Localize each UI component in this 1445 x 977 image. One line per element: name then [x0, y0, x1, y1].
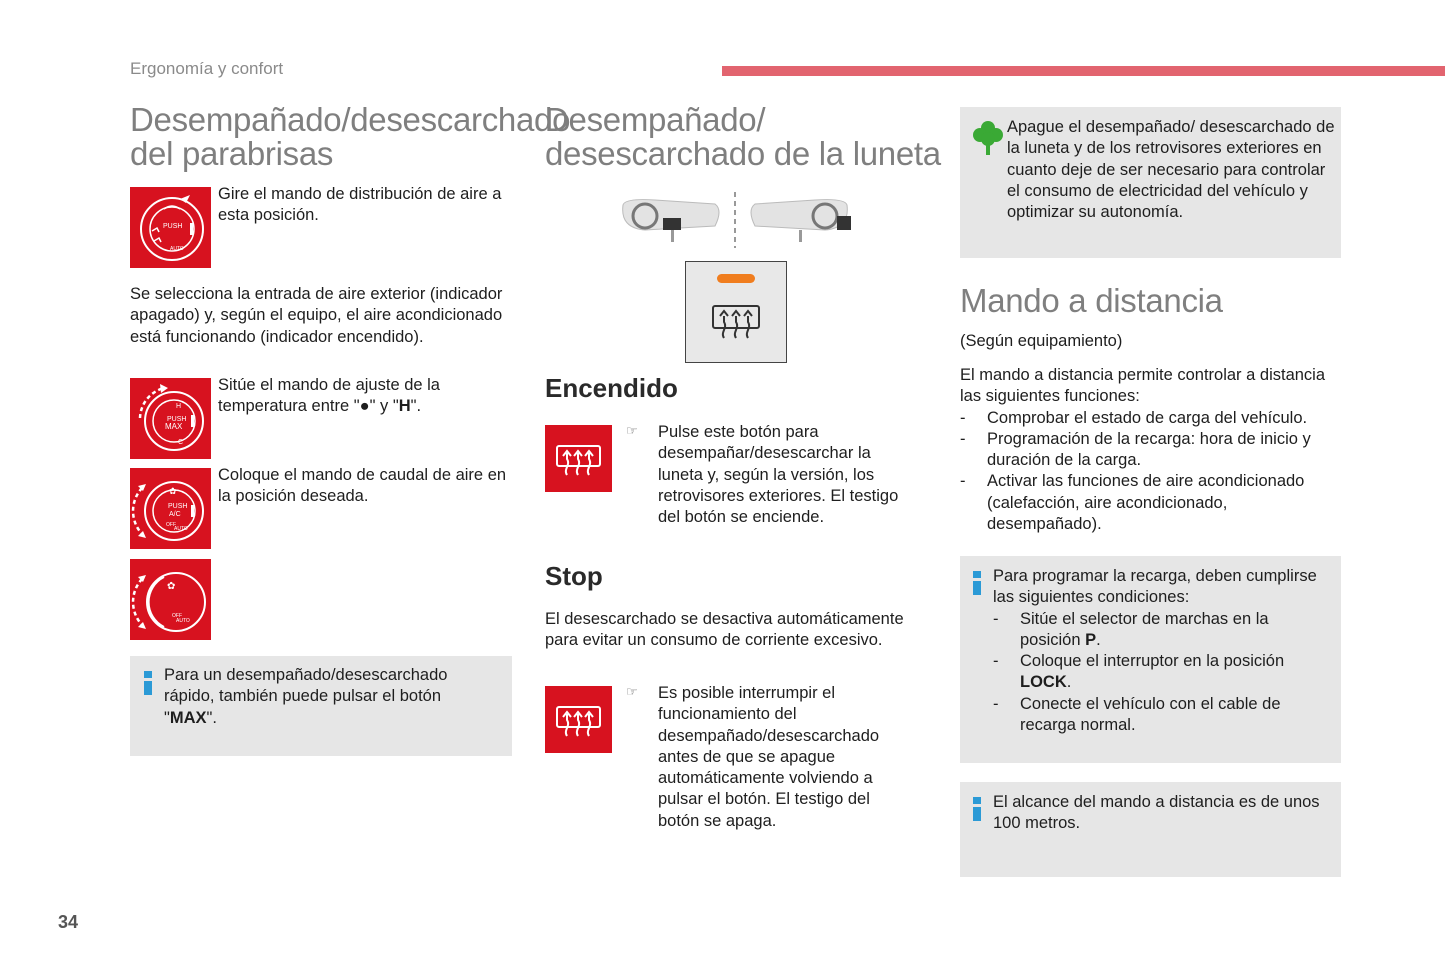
remote-intro: El mando a distancia permite controlar a distancia las siguientes funciones: - Comprobar el estado de carga del vehículo. - Programación de la recarga: hora de inicio y duración de la carga. - Activar las funciones de aire acondicionado (calefacción, aire acondicionado, desempañado). — [960, 365, 1340, 535]
temperature-knob-image — [130, 378, 211, 459]
svg-text:AUTO: AUTO — [170, 246, 184, 252]
on-text: Pulse este botón para desempañar/desescarchar la luneta y, según la versión, los retrovisores exteriores. El testigo del botón se enciende. — [658, 423, 899, 527]
fan-knob-image — [130, 559, 211, 640]
max-info-text: Para un desempañado/desescarchado rápido, también puede pulsar el botón "MAX". — [164, 666, 448, 727]
windscreen-title: Desempañado/desescarchado del parabrisas — [130, 101, 571, 172]
svg-text:AUTO: AUTO — [176, 618, 190, 624]
svg-text:A/C: A/C — [169, 511, 181, 518]
step-distribution-text: Gire el mando de distribución de aire a esta posición. — [218, 185, 502, 225]
heated-mirrors-icon — [615, 190, 855, 250]
stop-paragraph: El desescarchado se desactiva automáticamente para evitar un consumo de corriente excesivo. — [545, 610, 904, 650]
stop-heading: Stop — [545, 561, 603, 591]
eco-note-text: Apague el desempañado/ desescarchado de la luneta y de los retrovisores exteriores en cuanto deje de ser necesario para controlar el consumo de electricidad del vehículo y optimizar su autonomía. — [1007, 118, 1335, 222]
svg-text:AUTO: AUTO — [174, 526, 188, 532]
header-accent-bar — [722, 66, 1445, 76]
rear-defrost-icon — [545, 425, 612, 492]
info-icon — [143, 671, 152, 695]
charging-info-box — [960, 556, 1341, 763]
mirrors-illustration — [615, 190, 855, 250]
pointing-hand-icon: ☞ — [626, 423, 638, 438]
indicator-light — [717, 274, 755, 283]
step-airflow-text: Coloque el mando de caudal de aire en la posición deseada. — [218, 466, 507, 506]
rear-defrost-icon — [711, 304, 761, 340]
rear-defrost-icon — [545, 686, 612, 753]
list-item: - Programación de la recarga: hora de inicio y duración de la carga. — [960, 429, 1340, 472]
svg-text:PUSH: PUSH — [163, 223, 183, 230]
fan-knob-icon — [130, 559, 211, 640]
info-icon — [972, 797, 981, 821]
svg-text:PUSH: PUSH — [168, 503, 188, 510]
list-item: - Conecte el vehículo con el cable de recarga normal. — [993, 694, 1333, 737]
charging-conditions-list — [993, 609, 1333, 737]
max-info-box — [130, 656, 512, 756]
svg-text:OFF: OFF — [172, 613, 182, 619]
svg-text:PUSH: PUSH — [167, 416, 187, 423]
distribution-knob-icon — [130, 187, 211, 268]
on-heading: Encendido — [545, 373, 678, 403]
svg-text:H: H — [176, 403, 182, 410]
defrost-off-button-image — [545, 686, 612, 753]
svg-text:✿: ✿ — [169, 487, 177, 497]
airflow-knob-icon — [130, 468, 211, 549]
list-item: - Sitúe el selector de marchas en la posición P. — [993, 609, 1333, 652]
range-info-box — [960, 782, 1341, 877]
section-label: Ergonomía y confort — [130, 59, 284, 78]
list-item: - Activar las funciones de aire acondicionado (calefacción, aire acondicionado, desempañado). — [960, 471, 1340, 535]
pointing-hand-icon: ☞ — [626, 684, 638, 699]
svg-text:MAX: MAX — [165, 422, 183, 431]
list-item: - Comprobar el estado de carga del vehículo. — [960, 408, 1340, 429]
svg-text:C: C — [178, 439, 184, 446]
eco-note-box — [960, 107, 1341, 258]
rear-defrost-button-illustration — [685, 261, 787, 363]
temperature-knob-icon — [130, 378, 211, 459]
range-info-text: El alcance del mando a distancia es de unos 100 metros. — [993, 793, 1320, 833]
air-intake-paragraph: Se selecciona la entrada de aire exterior (indicador apagado) y, según el equipo, el aire acondicionado está funcionando (indicador encendido). — [130, 285, 503, 346]
svg-text:OFF: OFF — [166, 522, 176, 528]
svg-text:✿: ✿ — [167, 581, 176, 592]
rear-screen-title: Desempañado/ desescarchado de la luneta — [545, 101, 941, 172]
page-number: 34 — [58, 912, 79, 932]
remote-subtitle: (Según equipamiento) — [960, 332, 1123, 350]
airflow-knob-image — [130, 468, 211, 549]
remote-functions-list — [960, 408, 1340, 536]
distribution-knob-image — [130, 187, 211, 268]
defrost-on-button-image — [545, 425, 612, 492]
stop-text: Es posible interrumpir el funcionamiento del desempañado/desescarchado antes de que se apague automáticamente volviendo a pulsar el botón. El testigo del botón se apaga. — [658, 684, 880, 830]
charging-info-text: Para programar la recarga, deben cumplirse las siguientes condiciones: - Sitúe el selector de marchas en la posición P. - Coloque el interruptor en la posición LOCK. - Conecte el vehículo con el cable de recarga normal. — [993, 566, 1333, 736]
eco-tree-icon — [972, 119, 1004, 157]
info-icon — [972, 571, 981, 595]
remote-control-title: Mando a distancia — [960, 282, 1223, 319]
list-item: - Coloque el interruptor en la posición LOCK. — [993, 651, 1333, 694]
step-temperature-text: Sitúe el mando de ajuste de la temperatura entre "●" y "H". — [218, 376, 440, 416]
